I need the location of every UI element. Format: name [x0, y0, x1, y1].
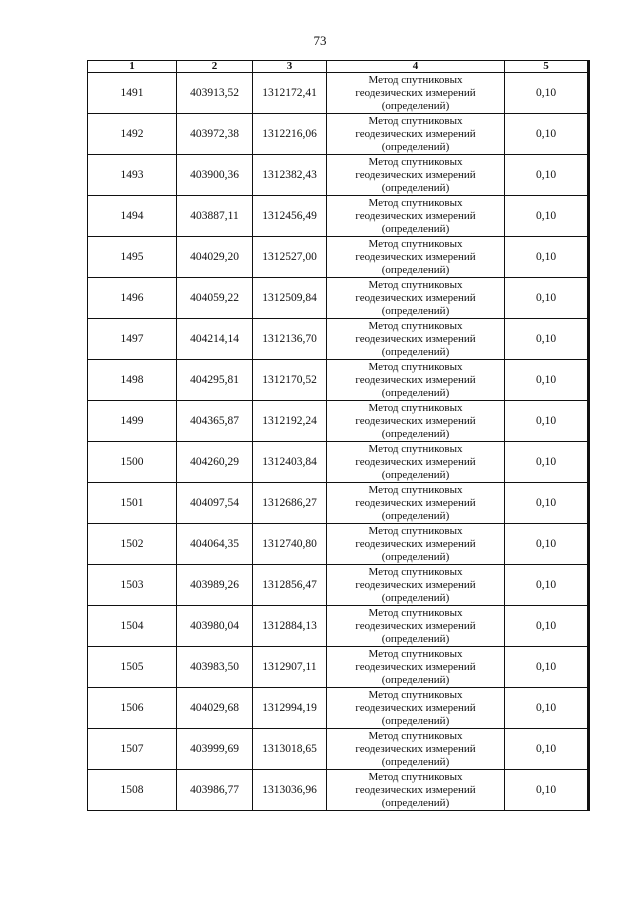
accuracy-cell: 0,10 — [505, 401, 589, 442]
accuracy-cell: 0,10 — [505, 483, 589, 524]
x-coordinate-cell: 403986,77 — [177, 770, 253, 811]
x-coordinate-cell: 404295,81 — [177, 360, 253, 401]
method-cell: Метод спутниковых геодезических измерений (определений) — [327, 278, 505, 319]
table-row — [88, 565, 589, 606]
x-coordinate-cell: 403900,36 — [177, 155, 253, 196]
point-number-cell: 1500 — [88, 442, 177, 483]
method-cell: Метод спутниковых геодезических измерений (определений) — [327, 237, 505, 278]
x-coordinate-cell: 404064,35 — [177, 524, 253, 565]
y-coordinate-cell: 1312136,70 — [253, 319, 327, 360]
x-coordinate-cell: 403913,52 — [177, 73, 253, 114]
accuracy-cell: 0,10 — [505, 155, 589, 196]
method-cell: Метод спутниковых геодезических измерений (определений) — [327, 565, 505, 606]
y-coordinate-cell: 1312686,27 — [253, 483, 327, 524]
accuracy-cell: 0,10 — [505, 770, 589, 811]
point-number-cell: 1493 — [88, 155, 177, 196]
method-cell: Метод спутниковых геодезических измерений (определений) — [327, 401, 505, 442]
point-number-cell: 1508 — [88, 770, 177, 811]
accuracy-cell: 0,10 — [505, 729, 589, 770]
table-row — [88, 114, 589, 155]
y-coordinate-cell: 1312994,19 — [253, 688, 327, 729]
y-coordinate-cell: 1312509,84 — [253, 278, 327, 319]
table-row — [88, 319, 589, 360]
table-row — [88, 729, 589, 770]
method-cell: Метод спутниковых геодезических измерений (определений) — [327, 729, 505, 770]
y-coordinate-cell: 1312216,06 — [253, 114, 327, 155]
x-coordinate-cell: 404029,20 — [177, 237, 253, 278]
method-cell: Метод спутниковых геодезических измерений (определений) — [327, 196, 505, 237]
x-coordinate-cell: 404260,29 — [177, 442, 253, 483]
accuracy-cell: 0,10 — [505, 565, 589, 606]
x-coordinate-cell: 404059,22 — [177, 278, 253, 319]
point-number-cell: 1503 — [88, 565, 177, 606]
column-header-5: 5 — [505, 61, 589, 73]
x-coordinate-cell: 403983,50 — [177, 647, 253, 688]
point-number-cell: 1502 — [88, 524, 177, 565]
y-coordinate-cell: 1312170,52 — [253, 360, 327, 401]
method-cell: Метод спутниковых геодезических измерений (определений) — [327, 73, 505, 114]
x-coordinate-cell: 403980,04 — [177, 606, 253, 647]
table-row — [88, 483, 589, 524]
x-coordinate-cell: 403887,11 — [177, 196, 253, 237]
y-coordinate-cell: 1312172,41 — [253, 73, 327, 114]
accuracy-cell: 0,10 — [505, 442, 589, 483]
accuracy-cell: 0,10 — [505, 360, 589, 401]
accuracy-cell: 0,10 — [505, 237, 589, 278]
x-coordinate-cell: 404097,54 — [177, 483, 253, 524]
point-number-cell: 1491 — [88, 73, 177, 114]
y-coordinate-cell: 1312527,00 — [253, 237, 327, 278]
method-cell: Метод спутниковых геодезических измерений (определений) — [327, 688, 505, 729]
accuracy-cell: 0,10 — [505, 114, 589, 155]
table-row — [88, 237, 589, 278]
y-coordinate-cell: 1312456,49 — [253, 196, 327, 237]
accuracy-cell: 0,10 — [505, 647, 589, 688]
accuracy-cell: 0,10 — [505, 319, 589, 360]
y-coordinate-cell: 1312884,13 — [253, 606, 327, 647]
accuracy-cell: 0,10 — [505, 278, 589, 319]
table-row — [88, 196, 589, 237]
y-coordinate-cell: 1312403,84 — [253, 442, 327, 483]
table-row — [88, 606, 589, 647]
y-coordinate-cell: 1312907,11 — [253, 647, 327, 688]
point-number-cell: 1505 — [88, 647, 177, 688]
point-number-cell: 1492 — [88, 114, 177, 155]
method-cell: Метод спутниковых геодезических измерений (определений) — [327, 524, 505, 565]
point-number-cell: 1504 — [88, 606, 177, 647]
table-row — [88, 401, 589, 442]
table-header-row — [88, 61, 589, 73]
y-coordinate-cell: 1312856,47 — [253, 565, 327, 606]
x-coordinate-cell: 403989,26 — [177, 565, 253, 606]
table-body — [88, 73, 589, 811]
x-coordinate-cell: 403999,69 — [177, 729, 253, 770]
table-row — [88, 442, 589, 483]
table-row — [88, 360, 589, 401]
method-cell: Метод спутниковых геодезических измерений (определений) — [327, 770, 505, 811]
y-coordinate-cell: 1312382,43 — [253, 155, 327, 196]
point-number-cell: 1507 — [88, 729, 177, 770]
x-coordinate-cell: 404029,68 — [177, 688, 253, 729]
column-header-1: 1 — [88, 61, 177, 73]
table-row — [88, 278, 589, 319]
accuracy-cell: 0,10 — [505, 606, 589, 647]
point-number-cell: 1495 — [88, 237, 177, 278]
point-number-cell: 1506 — [88, 688, 177, 729]
method-cell: Метод спутниковых геодезических измерений (определений) — [327, 483, 505, 524]
x-coordinate-cell: 403972,38 — [177, 114, 253, 155]
column-header-3: 3 — [253, 61, 327, 73]
method-cell: Метод спутниковых геодезических измерений (определений) — [327, 114, 505, 155]
table-row — [88, 688, 589, 729]
y-coordinate-cell: 1313036,96 — [253, 770, 327, 811]
method-cell: Метод спутниковых геодезических измерений (определений) — [327, 606, 505, 647]
page-number: 73 — [313, 33, 327, 48]
coordinates-table — [87, 60, 590, 811]
column-header-4: 4 — [327, 61, 505, 73]
table-row — [88, 770, 589, 811]
table-row — [88, 647, 589, 688]
y-coordinate-cell: 1313018,65 — [253, 729, 327, 770]
accuracy-cell: 0,10 — [505, 73, 589, 114]
method-cell: Метод спутниковых геодезических измерений (определений) — [327, 155, 505, 196]
accuracy-cell: 0,10 — [505, 196, 589, 237]
method-cell: Метод спутниковых геодезических измерений (определений) — [327, 319, 505, 360]
y-coordinate-cell: 1312740,80 — [253, 524, 327, 565]
point-number-cell: 1497 — [88, 319, 177, 360]
table-row — [88, 73, 589, 114]
y-coordinate-cell: 1312192,24 — [253, 401, 327, 442]
table-row — [88, 524, 589, 565]
point-number-cell: 1499 — [88, 401, 177, 442]
column-header-2: 2 — [177, 61, 253, 73]
accuracy-cell: 0,10 — [505, 524, 589, 565]
method-cell: Метод спутниковых геодезических измерений (определений) — [327, 647, 505, 688]
point-number-cell: 1496 — [88, 278, 177, 319]
x-coordinate-cell: 404214,14 — [177, 319, 253, 360]
x-coordinate-cell: 404365,87 — [177, 401, 253, 442]
accuracy-cell: 0,10 — [505, 688, 589, 729]
method-cell: Метод спутниковых геодезических измерений (определений) — [327, 442, 505, 483]
point-number-cell: 1498 — [88, 360, 177, 401]
method-cell: Метод спутниковых геодезических измерений (определений) — [327, 360, 505, 401]
table-row — [88, 155, 589, 196]
point-number-cell: 1501 — [88, 483, 177, 524]
point-number-cell: 1494 — [88, 196, 177, 237]
